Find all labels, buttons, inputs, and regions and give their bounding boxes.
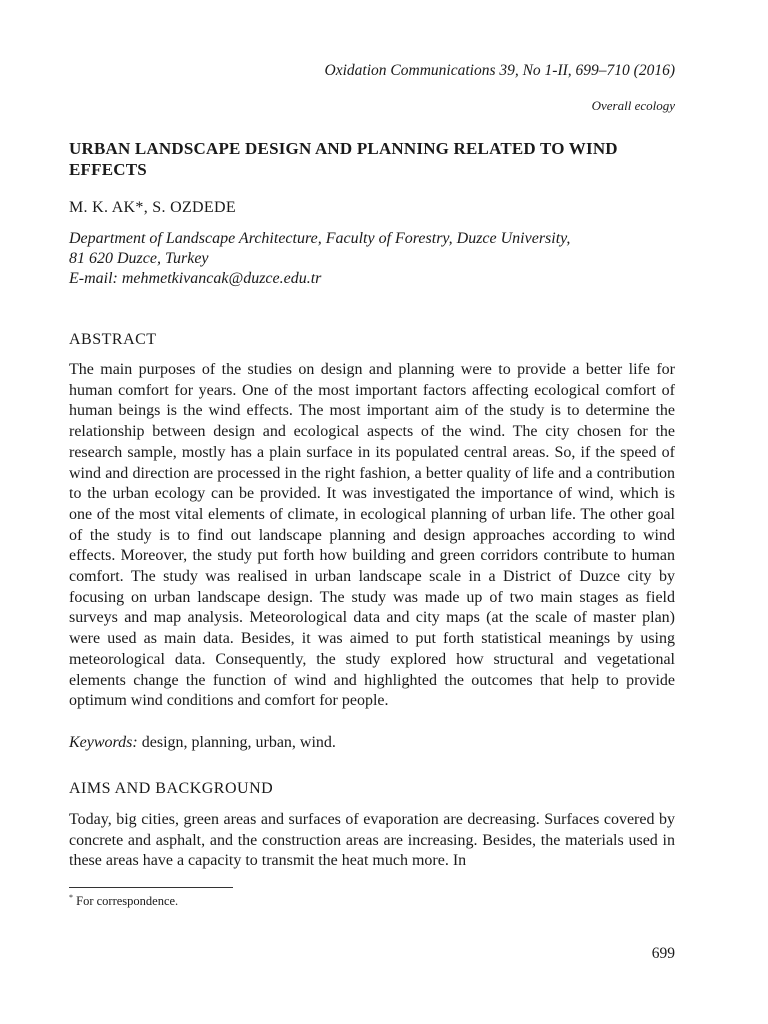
keywords	[69, 734, 336, 752]
footnote	[69, 894, 178, 909]
footnote-divider	[69, 887, 233, 888]
email-line	[69, 269, 675, 289]
journal-citation: Oxidation Communications 39, No 1-II, 699–710 (2016)	[324, 62, 675, 79]
email-address[interactable]: : mehmetkivancak@duzce.edu.tr	[112, 270, 322, 287]
email-label: E-mail	[69, 270, 113, 287]
footnote-text: For correspondence.	[73, 894, 179, 908]
paper-title: URBAN LANDSCAPE DESIGN AND PLANNING RELATED TO WIND EFFECTS	[69, 139, 618, 179]
keywords-label: Keywords:	[69, 734, 138, 751]
page-number: 699	[651, 945, 675, 962]
authors: M. K. AK*, S. OZDEDE	[69, 199, 236, 216]
affiliation-line-1: Department of Landscape Architecture, Faculty of Forestry, Duzce University,	[69, 230, 571, 247]
abstract-heading: ABSTRACT	[69, 331, 157, 348]
aims-heading: AIMS AND BACKGROUND	[69, 780, 274, 797]
abstract-text: The main purposes of the studies on design and planning were to provide a better life for human comfort for years. One of the most important factors affecting ecological comfort of human beings is the wind effects. The most important aim of the study is to determine the relationship between design and ecological aspects of the wind. The city chosen for the research sample, mostly has a plain surface in its populated central areas. So, if the speed of wind and direction are processed in the right fashion, a better quality of life and a contribution to the urban ecology can be provided. It was investigated the importance of wind, which is one of the most vital elements of climate, in ecological planning of urban life. The other goal of the study is to find out landscape planning and design approaches according to wind effects. Moreover, the study put forth how building and green corridors contribute to human comfort. The study was realised in urban landscape scale in a District of Duzce city by focusing on urban landscape design. The study was made up of two main stages as field surveys and map analysis. Meteorological data and city maps (at the scale of master plan) were used as main data. Besides, it was aimed to put forth statistical meanings by using meteorological data. Consequently, the study explored how structural and vegetational elements change the function of wind and highlighted the outcomes that help to provide optimum wind conditions and comfort for people.	[69, 361, 675, 710]
aims-text: Today, big cities, green areas and surfaces of evaporation are decreasing. Surfaces covered by concrete and asphalt, and the construction areas are increasing. Besides, the materials used in these areas have a capacity to transmit the heat much more. In	[69, 811, 675, 870]
paper-page	[69, 0, 675, 1024]
affiliation-line-2: 81 620 Duzce, Turkey	[69, 250, 209, 267]
affiliation	[69, 229, 675, 289]
footnote-marker: *	[69, 893, 73, 902]
section-tag: Overall ecology	[591, 98, 675, 113]
keywords-values: design, planning, urban, wind.	[137, 734, 336, 751]
